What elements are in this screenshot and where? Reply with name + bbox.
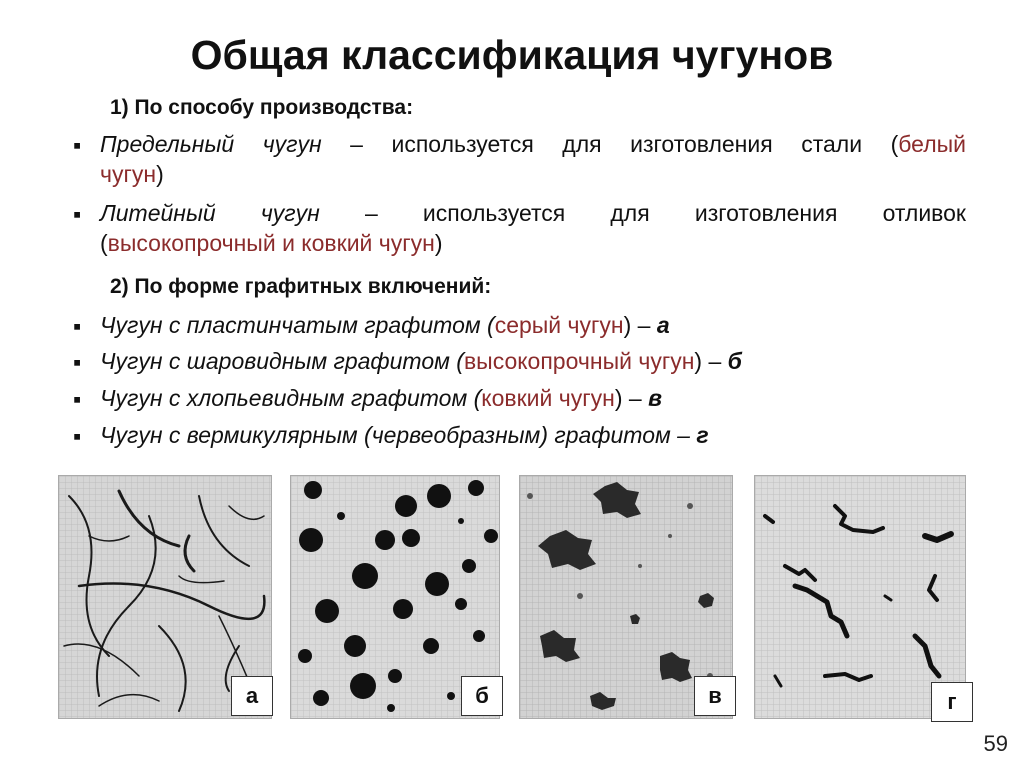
figure-letter: г: [696, 422, 709, 448]
micrograph-flake-graphite: [58, 475, 272, 719]
item-text: – используется для изготовления отливок: [319, 200, 966, 226]
item-text: Чугун с шаровидным графитом (: [100, 348, 464, 374]
figure-label: б: [461, 676, 503, 716]
bullet-icon: ▪: [73, 313, 82, 339]
item-text: ) –: [614, 385, 649, 411]
bullet-icon: ▪: [73, 201, 82, 227]
list-item-pig-iron-cont: [100, 159, 966, 189]
figure-letter: в: [648, 385, 662, 411]
cast-iron-type: высокопрочный и ковкий чугун: [107, 230, 435, 256]
list-item-foundry-iron: [100, 198, 966, 228]
cast-iron-type: высокопрочный чугун: [463, 348, 695, 374]
item-text: Чугун с вермикулярным (червеобразным) графитом –: [100, 422, 697, 448]
term-foundry-iron: Литейный чугун: [100, 200, 320, 226]
item-text: – используется для изготовления стали (: [321, 131, 899, 157]
item-text: Чугун с пластинчатым графитом (: [100, 312, 495, 338]
cast-iron-type: ковкий чугун: [481, 385, 615, 411]
list-item-foundry-iron-cont: [100, 228, 966, 258]
term-pig-iron: Предельный чугун: [100, 131, 322, 157]
item-text: Чугун с хлопьевидным графитом (: [100, 385, 482, 411]
list-item-flake: [100, 310, 966, 340]
figure-letter: б: [727, 348, 742, 374]
micrograph-vermicular-graphite: [754, 475, 966, 719]
slide-title: Общая классификация чугунов: [190, 32, 834, 78]
bullet-icon: ▪: [73, 423, 82, 449]
figure-letter: а: [656, 312, 670, 338]
item-text: ) –: [694, 348, 728, 374]
section-heading-graphite: 2) По форме графитных включений:: [110, 275, 492, 298]
bullet-icon: ▪: [73, 349, 82, 375]
list-item-temper: [100, 383, 966, 413]
figure-label: г: [931, 682, 973, 722]
bullet-icon: ▪: [73, 386, 82, 412]
figure-label: а: [231, 676, 273, 716]
list-item-pig-iron: [100, 129, 966, 159]
page-number: 59: [983, 731, 1008, 756]
item-text: ) –: [623, 312, 657, 338]
figure-label: в: [694, 676, 736, 716]
item-text: ): [156, 161, 164, 187]
cast-iron-type: белый: [898, 131, 966, 157]
section-heading-production: 1) По способу производства:: [110, 96, 414, 119]
micrograph-temper-graphite: [519, 475, 733, 719]
list-item-spheroidal: [100, 346, 966, 376]
bullet-icon: ▪: [73, 132, 82, 158]
list-item-vermicular: [100, 420, 966, 450]
item-text: (: [100, 230, 108, 256]
micrograph-spheroidal-graphite: [290, 475, 500, 719]
cast-iron-type: серый чугун: [494, 312, 624, 338]
cast-iron-type: чугун: [100, 161, 157, 187]
item-text: ): [434, 230, 443, 256]
